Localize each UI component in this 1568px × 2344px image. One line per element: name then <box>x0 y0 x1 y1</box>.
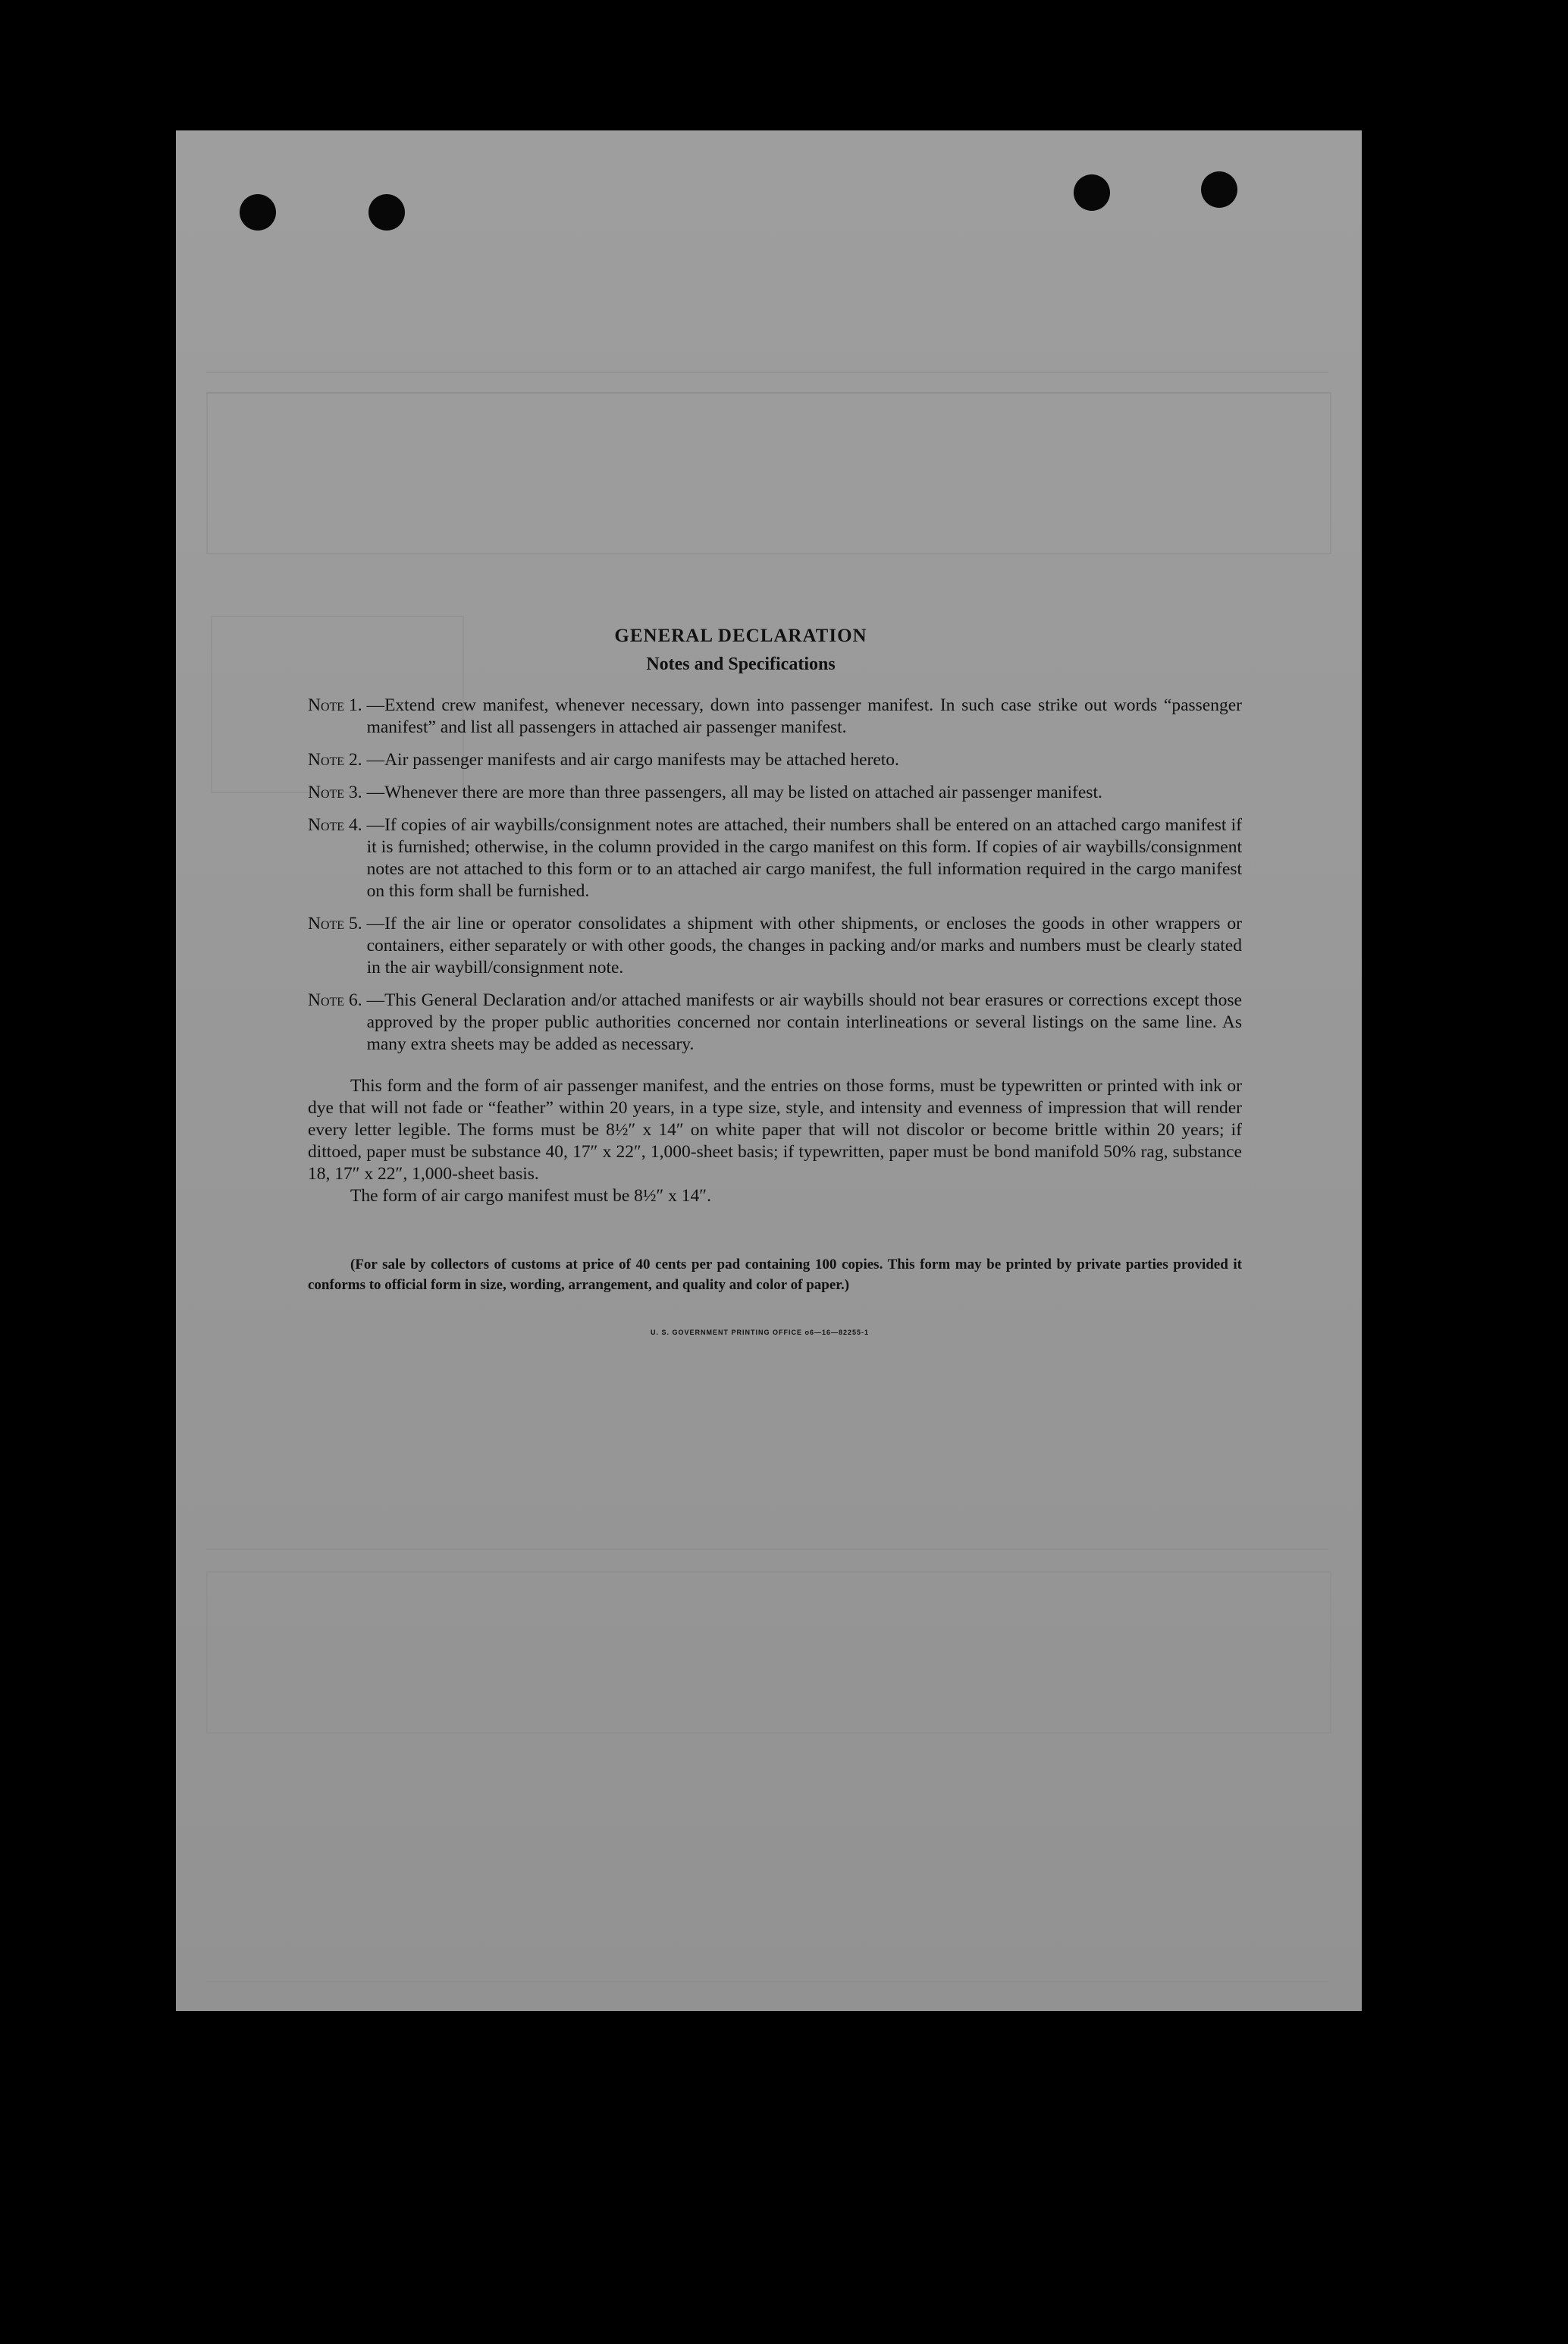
notes-and-specifications <box>308 626 1242 1336</box>
show-through-table <box>206 1571 1331 1734</box>
note-5 <box>308 913 1242 979</box>
printing-office-imprint: U. S. GOVERNMENT PRINTING OFFICE o6—16—82255-1 <box>650 1329 870 1336</box>
show-through-rule <box>206 1981 1328 1982</box>
show-through-rule <box>206 1549 1328 1550</box>
note-2 <box>308 749 1242 771</box>
note-3 <box>308 782 1242 804</box>
document-title: GENERAL DECLARATION <box>614 626 867 646</box>
document-subtitle: Notes and Specifications <box>646 654 836 674</box>
note-text: —Whenever there are more than three passengers, all may be listed on attached air passenger manifest. <box>366 783 1102 802</box>
note-label: Note 2. <box>308 750 362 770</box>
note-label: Note 5. <box>308 914 362 934</box>
punch-hole <box>240 194 276 231</box>
note-text: —If the air line or operator consolidates a shipment with other shipments, or encloses the goods in other wrappers or containers, either separately or with other goods, the changes in packing and/or marks and numbers must be clearly stated in the air waybill/consignment note. <box>366 914 1242 977</box>
note-label: Note 4. <box>308 815 362 835</box>
note-label: Note 6. <box>308 990 362 1010</box>
form-requirements-paragraph: This form and the form of air passenger manifest, and the entries on those forms, must be typewritten or printed with ink or dye that will not fade or “feather” within 20 years, in a type size, style, and intensity and evenness of impression that will render every letter legible. The forms must be 8½″ x 14″ on white paper that will not discolor or become brittle within 20 years; if dittoed, paper must be substance 40, 17″ x 22″, 1,000-sheet basis; if typewritten, paper must be bond manifold 50% rag, substance 18, 17″ x 22″, 1,000-sheet basis. <box>308 1076 1242 1184</box>
document-sheet <box>176 130 1362 2011</box>
show-through-rule <box>206 372 1328 373</box>
punch-hole <box>368 194 405 231</box>
sale-note: (For sale by collectors of customs at price of 40 cents per pad containing 100 copies. This form may be printed by private parties provided it conforms to official form in size, wording, arrangement, and quality and color of paper.) <box>308 1257 1242 1293</box>
note-6 <box>308 990 1242 1056</box>
note-text: —Air passenger manifests and air cargo manifests may be attached hereto. <box>366 750 899 770</box>
note-label: Note 3. <box>308 783 362 802</box>
note-text: —If copies of air waybills/consignment notes are attached, their numbers shall be entered on an attached cargo manifest if it is furnished; otherwise, in the column provided in the cargo manifest on this form. If copies of air waybills/consignment notes are not attached to this form or to an attached air cargo manifest, the full information required in the cargo manifest on this form shall be furnished. <box>366 815 1242 901</box>
note-label: Note 1. <box>308 695 362 715</box>
show-through-table <box>206 392 1331 554</box>
cargo-manifest-size-line: The form of air cargo manifest must be 8½″ x 14″. <box>350 1186 711 1206</box>
punch-hole <box>1201 171 1237 208</box>
punch-hole <box>1074 174 1110 211</box>
note-4 <box>308 814 1242 902</box>
note-text: —Extend crew manifest, whenever necessary, down into passenger manifest. In such case strike out words “passenger manifest” and list all passengers in attached air passenger manifest. <box>366 695 1242 737</box>
note-text: —This General Declaration and/or attached manifests or air waybills should not bear erasures or corrections except those approved by the proper public authorities concerned nor contain interlineations or several listings on the same line. As many extra sheets may be added as necessary. <box>366 990 1242 1054</box>
note-1 <box>308 695 1242 739</box>
